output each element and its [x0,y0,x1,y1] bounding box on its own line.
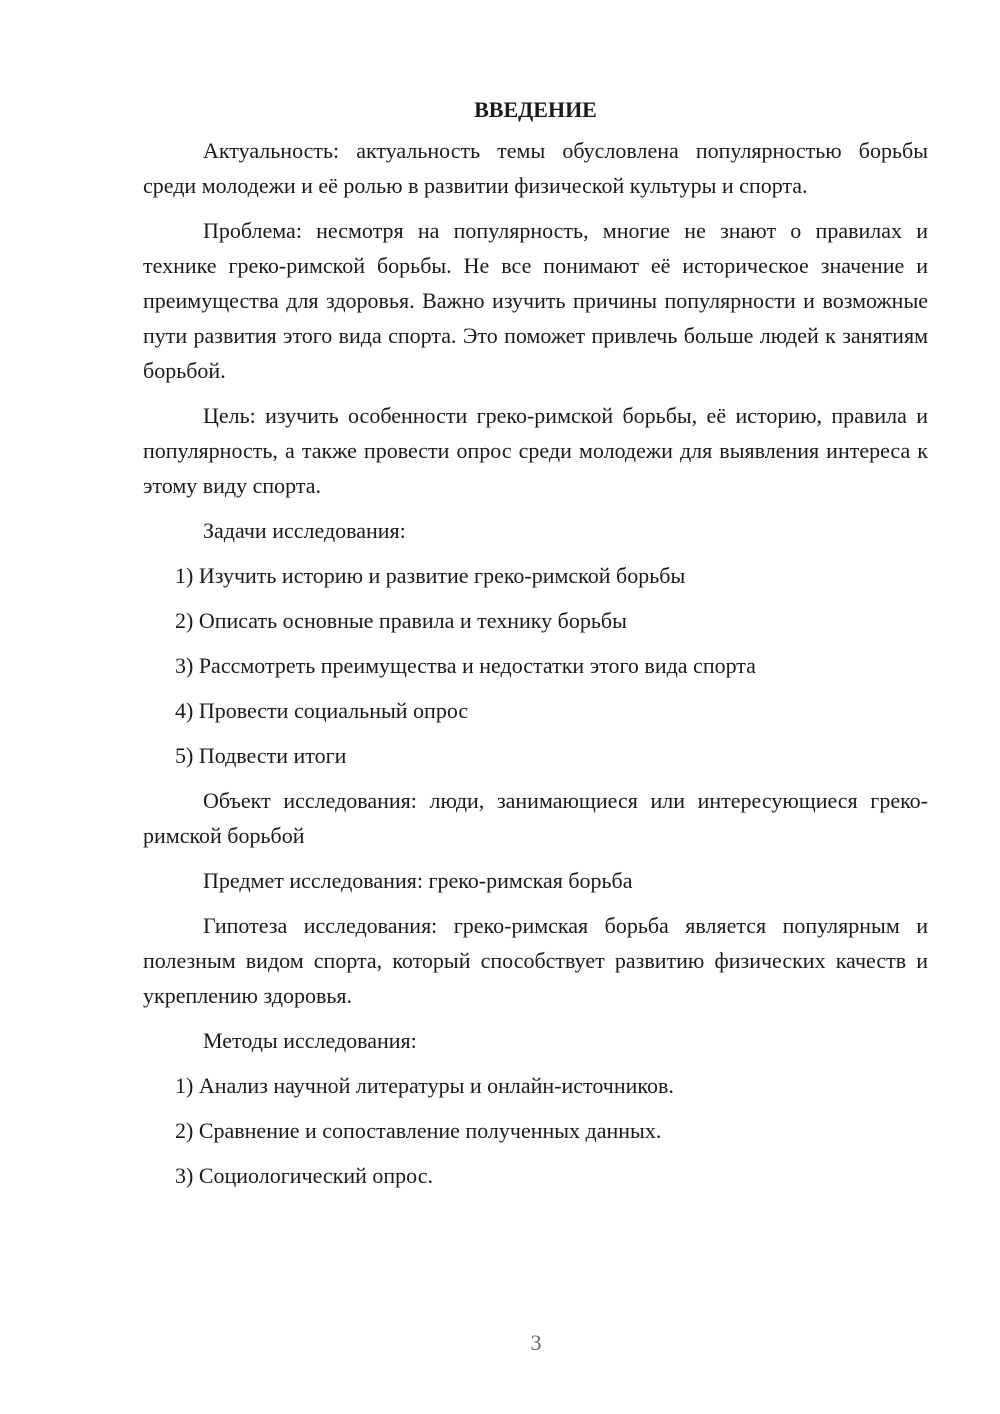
tasks-list [143,558,928,773]
page-number: 3 [530,1330,542,1355]
page-title: ВВЕДЕНИЕ [474,97,597,122]
methods-list [143,1068,928,1193]
tasks-label: Задачи исследования: [203,518,406,543]
methods-label: Методы исследования: [203,1028,417,1053]
hypothesis-paragraph: Гипотеза исследования: греко-римская борьба является популярным и полезным видом спорта, который способствует развитию физических качеств и укреплению здоровья. [143,913,928,1008]
method-item-2: 2) Сравнение и сопоставление полученных данных. [175,1118,662,1143]
method-item-3: 3) Социологический опрос. [175,1163,433,1188]
method-item-1: 1) Анализ научной литературы и онлайн-источников. [175,1073,674,1098]
task-item-5: 5) Подвести итоги [175,743,347,768]
document-page [143,92,928,1203]
task-item-2: 2) Описать основные правила и технику борьбы [175,608,627,633]
task-item-3: 3) Рассмотреть преимущества и недостатки этого вида спорта [175,653,756,678]
task-item-1: 1) Изучить историю и развитие греко-римской борьбы [175,563,686,588]
problem-paragraph: Проблема: несмотря на популярность, многие не знают о правилах и технике греко-римской борьбы. Не все понимают её историческое значение и преимущества для здоровья. Важно изучить причины популярности и возможные пути развития этого вида спорта. Это поможет привлечь больше людей к занятиям борьбой. [143,218,928,383]
goal-paragraph: Цель: изучить особенности греко-римской борьбы, её историю, правила и популярность, а также провести опрос среди молодежи для выявления интереса к этому виду спорта. [143,403,928,498]
subject-paragraph: Предмет исследования: греко-римская борьба [203,868,633,893]
task-item-4: 4) Провести социальный опрос [175,698,469,723]
object-paragraph: Объект исследования: люди, занимающиеся или интересующиеся греко-римской борьбой [143,788,928,848]
relevance-paragraph: Актуальность: актуальность темы обусловлена популярностью борьбы среди молодежи и её ролью в развитии физической культуры и спорта. [143,138,928,198]
